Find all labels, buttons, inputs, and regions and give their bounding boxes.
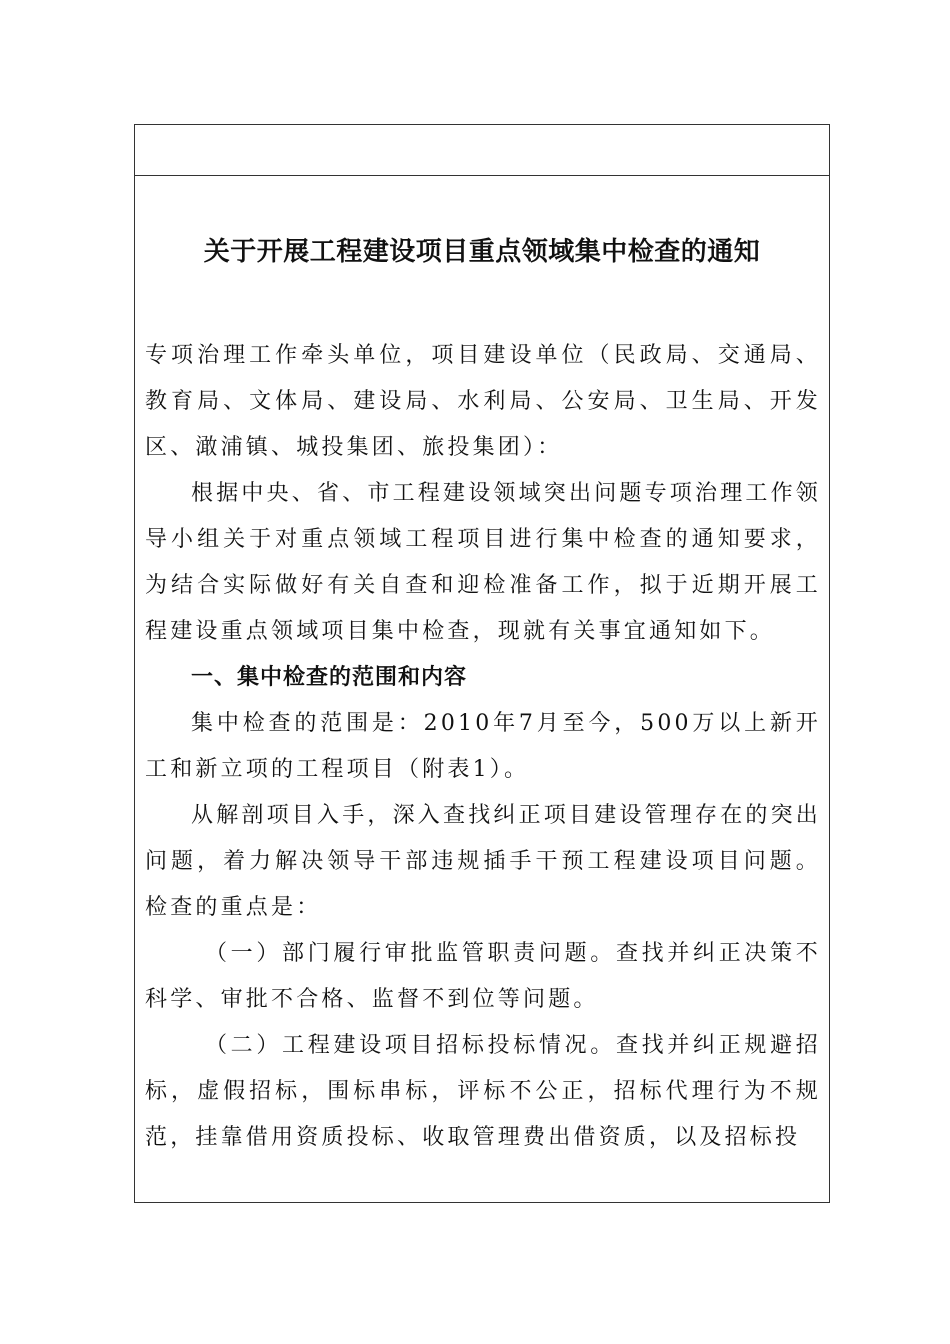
document-frame: [134, 124, 830, 1203]
focus-paragraph: 从解剖项目入手，深入查找纠正项目建设管理存在的突出问题，着力解决领导干部违规插手干预工程建设项目问题。检查的重点是：: [145, 803, 822, 920]
salutation-paragraph: 专项治理工作牵头单位，项目建设单位（民政局、交通局、教育局、文体局、建设局、水利局、公安局、卫生局、开发区、澉浦镇、城投集团、旅投集团）：: [145, 343, 821, 460]
intro-paragraph: 根据中央、省、市工程建设领域突出问题专项治理工作领导小组关于对重点领域工程项目进行集中检查的通知要求，为结合实际做好有关自查和迎检准备工作，拟于近期开展工程建设重点领域项目集中检查，现就有关事宜通知如下。: [145, 481, 822, 644]
item-paragraph-2: （二）工程建设项目招标投标情况。查找并纠正规避招标，虚假招标，围标串标，评标不公正，招标代理行为不规范，挂靠借用资质投标、收取管理费出借资质，以及招标投: [145, 1033, 821, 1150]
document-title: 关于开展工程建设项目重点领域集中检查的通知: [203, 237, 761, 267]
item-paragraph-1: （一）部门履行审批监管职责问题。查找并纠正决策不科学、审批不合格、监督不到位等问题。: [145, 941, 821, 1012]
scope-paragraph: 集中检查的范围是：2010年7月至今，500万以上新开工和新立项的工程项目（附表1）。: [145, 711, 821, 782]
section-heading: 一、集中检查的范围和内容: [191, 665, 468, 690]
header-cell: [135, 125, 829, 176]
document-body: [145, 333, 821, 1161]
